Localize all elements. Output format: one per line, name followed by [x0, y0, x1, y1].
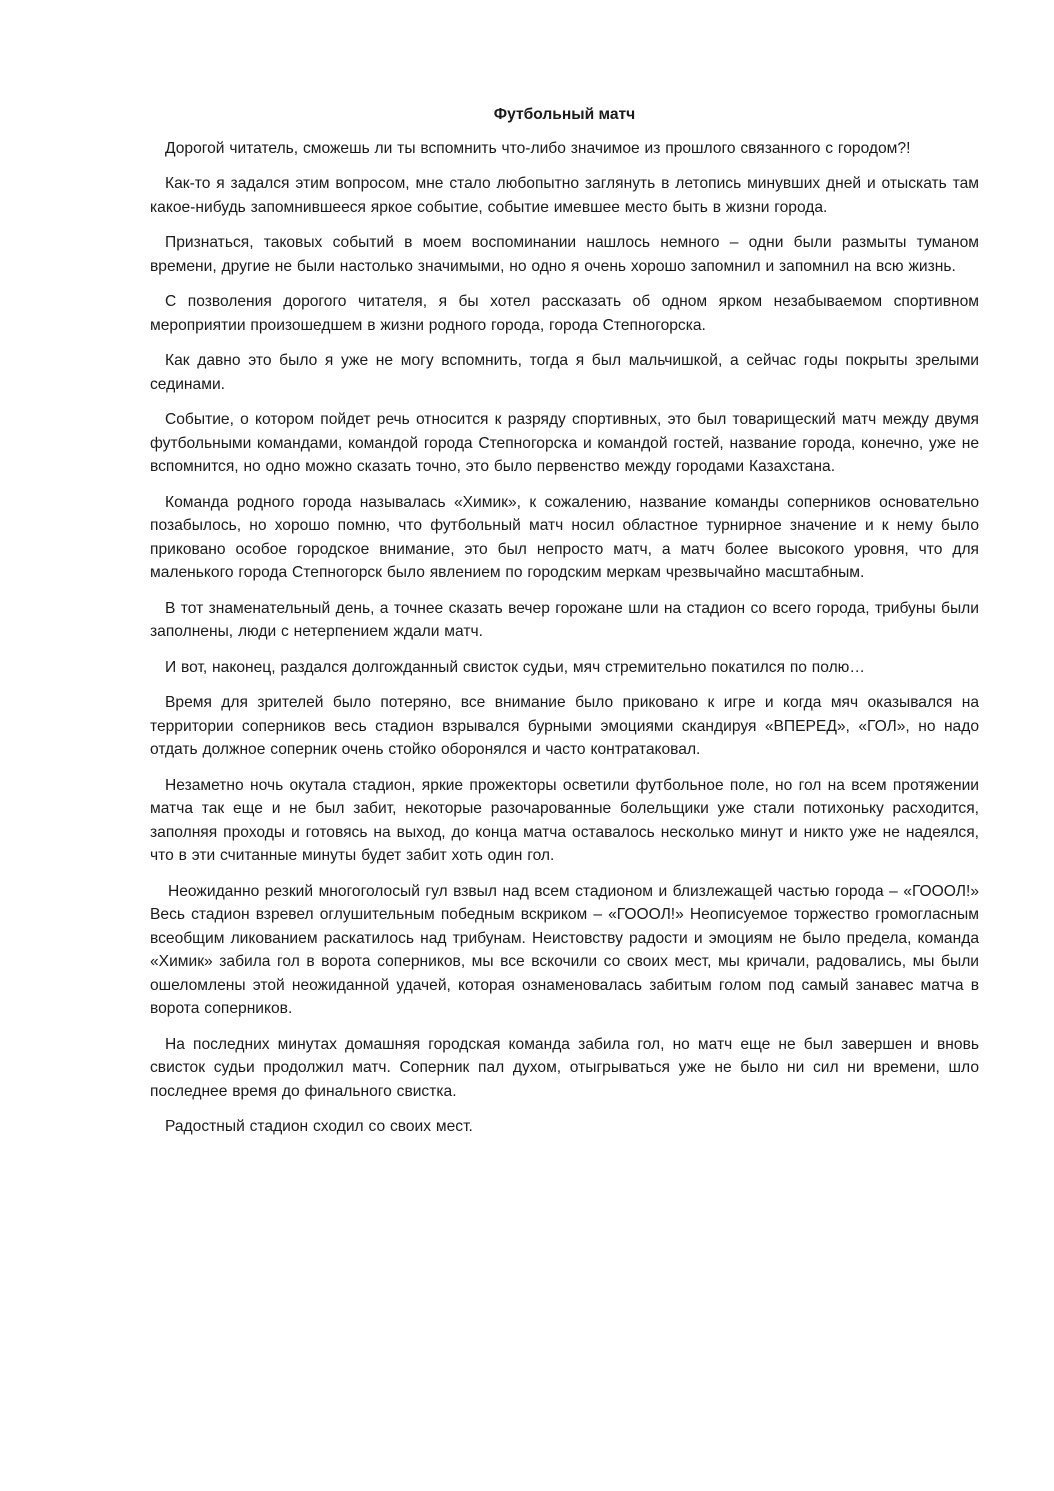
paragraph-12: Неожиданно резкий многоголосый гул взвыл над всем стадионом и близлежащей частью города – «ГОООЛ!» Весь стадион взревел оглушительным победным вскриком – «ГОООЛ!» Неописуемое торжество громогласным всеобщим ликованием раскатилось над трибунам. Неистовству радости и эмоциям не было предела, команда «Химик» забила гол в ворота соперников, мы все вскочили со своих мест, мы кричали, радовались, мы были ошеломлены этой неожиданной удачей, которая ознаменовалась забитым голом под самый занавес матча в ворота соперников. [150, 882, 979, 1017]
paragraph-10: Время для зрителей было потеряно, все внимание было приковано к игре и когда мяч оказывался на территории соперников весь стадион взрывался бурными эмоциями скандируя «ВПЕРЕД», «ГОЛ», но надо отдать должное соперник очень стойко оборонялся и часто контратаковал. [150, 694, 979, 758]
paragraph-2: Как-то я задался этим вопросом, мне стало любопытно заглянуть в летопись минувших дней и отыскать там какое-нибудь запомнившееся яркое событие, событие имевшее место быть в жизни города. [150, 175, 979, 216]
paragraph-13: На последних минутах домашняя городская команда забила гол, но матч еще не был завершен и вновь свисток судьи продолжил матч. Соперник пал духом, отыгрываться уже не было ни сил ни времени, шло последнее время до финального свистка. [150, 1035, 979, 1100]
paragraph-7: Команда родного города называлась «Химик», к сожалению, название команды соперников основательно позабылось, но хорошо помню, что футбольный матч носил областное турнирное значение и к нему было приковано особое городское внимание, это был непросто матч, а матч более высокого уровня, что для маленького города Степногорск было явлением по городским меркам чрезвычайно масштабным. [150, 493, 979, 581]
document-title: Футбольный матч [493, 106, 636, 123]
paragraph-4: С позволения дорогого читателя, я бы хотел рассказать об одном ярком незабываемом спортивном мероприятии произошедшем в жизни родного города, города Степногорска. [150, 293, 979, 334]
paragraph-5: Как давно это было я уже не могу вспомнить, тогда я был мальчишкой, а сейчас годы покрыты зрелыми сединами. [150, 352, 979, 393]
paragraph-9: И вот, наконец, раздался долгожданный свисток судьи, мяч стремительно покатился по полю… [165, 658, 865, 676]
paragraph-1: Дорогой читатель, сможешь ли ты вспомнить что-либо значимое из прошлого связанного с городом?! [165, 139, 911, 157]
paragraph-8: В тот знаменательный день, а точнее сказать вечер горожане шли на стадион со всего города, трибуны были заполнены, люди с нетерпением ждали матч. [150, 599, 979, 640]
paragraph-6: Событие, о котором пойдет речь относится к разряду спортивных, это был товарищеский матч между двумя футбольными командами, командой города Степногорска и командой гостей, название города, конечно, уже не вспомнится, но одно можно сказать точно, это было первенство между городами Казахстана. [150, 411, 979, 475]
document-body [150, 103, 979, 1139]
paragraph-11: Незаметно ночь окутала стадион, яркие прожекторы осветили футбольное поле, но гол на всем протяжении матча так еще и не был забит, некоторые разочарованные болельщики уже стали потихоньку расходится, заполняя проходы и готовясь на выход, до конца матча оставалось несколько минут и никто уже не надеялся, что в эти считанные минуты будет забит хоть один гол. [150, 776, 979, 864]
paragraph-3: Признаться, таковых событий в моем воспоминании нашлось немного – одни были размыты туманом времени, другие не были настолько значимыми, но одно я очень хорошо запомнил и запомнил на всю жизнь. [150, 234, 979, 275]
paragraph-14: Радостный стадион сходил со своих мест. [165, 1118, 473, 1135]
